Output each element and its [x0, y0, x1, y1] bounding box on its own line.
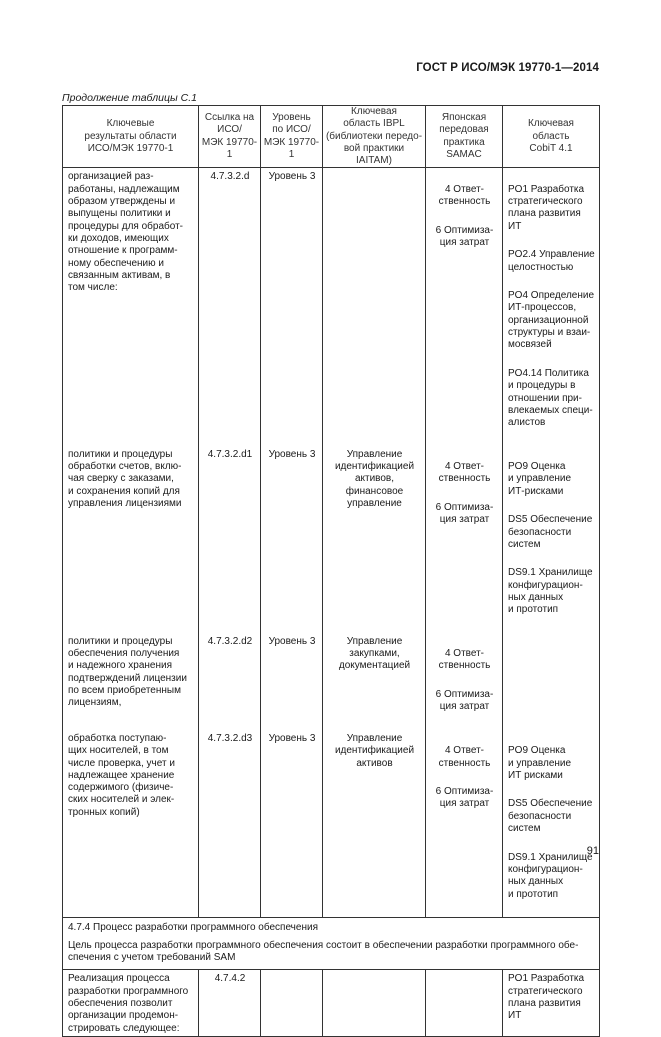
row-result-text: организацией раз- работаны, надлежащим образом утверждены и выпущены политики и процедуры для обработ- ки доходов, имеющих отношение к программ- ному обеспечению и связанным активам, в том числе: — [68, 171, 183, 294]
row-samac-item: 4 Ответ- ственность — [438, 183, 491, 208]
row-samac-item: 4 Ответ- ственность — [438, 461, 491, 485]
row-samac-item: 6 Оптимиза- ция затрат — [435, 786, 494, 810]
row-ibpl — [323, 168, 425, 171]
row-result-text: политики и процедуры обработки счетов, вклю- чая сверку с заказами, и сохранения копий для управления лицензиями — [68, 448, 182, 509]
row-result-text: Реализация процесса разработки программного обеспечения позволит организации продемон- стрировать следующее: — [68, 973, 189, 1034]
table-row — [63, 168, 600, 446]
row-cobit-item: PO9 Оценка и управление ИТ рисками — [508, 745, 572, 781]
table-row — [63, 730, 600, 918]
row-ibpl: Управление закупками, документацией — [338, 635, 411, 672]
row-cobit-item: PO2.4 Управление целостностью — [508, 249, 595, 273]
row-reference: 4.7.3.2.d — [210, 171, 250, 183]
table-row — [63, 633, 600, 730]
row-reference: 4.7.4.2 — [214, 973, 246, 985]
column-header-reference: Ссылка на ИСО/ МЭК 19770-1 — [199, 106, 261, 168]
section-goal: Цель процесса разработки программного обеспечения состоит в обеспечении разработки программного обе- спечения с учетом требований SAM — [68, 939, 579, 963]
row-samac-item: 6 Оптимиза- ция затрат — [435, 224, 494, 248]
table-caption: Продолжение таблицы С.1 — [62, 92, 197, 104]
column-header-samac: Японская передовая практика SAMAC — [426, 106, 503, 168]
row-cobit-item: DS9.1 Хранилище конфигурацион- ных данных и прототип — [508, 567, 593, 616]
row-samac-item: 6 Оптимиза- ция затрат — [435, 689, 494, 713]
row-result-text: обработка поступаю- щих носителей, в том числе проверка, учет и надлежащее хранение содержимого (физиче- ских носителей и элек- тронных копий) — [68, 732, 175, 818]
row-reference: 4.7.3.2.d2 — [207, 635, 253, 647]
row-ibpl — [323, 970, 425, 973]
table-row — [63, 446, 600, 633]
column-header-level: Уровень по ИСО/ МЭК 19770-1 — [261, 106, 323, 168]
column-header-results: Ключевые результаты области ИСО/МЭК 19770-1 — [63, 106, 199, 168]
row-level: Уровень 3 — [268, 635, 316, 647]
row-level: Уровень 3 — [268, 448, 316, 460]
column-header-cobit: Ключевая область CobiT 4.1 — [503, 106, 600, 168]
page-number: 91 — [586, 845, 599, 857]
row-cobit-item: PO1 Разработка стратегического плана развития ИТ — [508, 183, 585, 232]
mapping-table — [62, 105, 600, 1037]
table-row — [63, 970, 600, 1037]
row-samac-item: 4 Ответ- ственность — [438, 648, 491, 672]
row-cobit-item: PO4.14 Политика и процедуры в отношении при- влекаемых специ- алистов — [508, 367, 593, 429]
row-cobit-item: DS5 Обеспечение безопасности систем — [508, 798, 593, 835]
row-result-text: политики и процедуры обеспечения получения и надежного хранения подтверждений лицензии по всем приобретенным лицензиям, — [68, 635, 187, 709]
section-title: 4.7.4 Процесс разработки программного обеспечения — [68, 922, 318, 934]
row-cobit-item: PO1 Разработка стратегического плана развития ИТ — [508, 973, 585, 1022]
section-row — [63, 918, 600, 970]
document-header: ГОСТ Р ИСО/МЭК 19770-1—2014 — [416, 62, 599, 74]
row-level: Уровень 3 — [268, 171, 316, 183]
row-ibpl: Управление идентификацией активов — [334, 732, 415, 769]
row-reference: 4.7.3.2.d3 — [207, 732, 253, 744]
table-header-row — [63, 106, 600, 168]
row-samac-item: 6 Оптимиза- ция затрат — [435, 501, 494, 526]
row-cobit-item: PO4 Определение ИТ-процессов, организационной структуры и взаи- мосвязей — [508, 290, 595, 351]
row-level: Уровень 3 — [268, 732, 316, 744]
row-cobit-item: DS9.1 Хранилище конфигурацион- ных данных и прототип — [508, 851, 593, 900]
row-level — [261, 970, 322, 973]
row-samac-item — [426, 970, 502, 973]
row-cobit-item: PO9 Оценка и управление ИТ-рисками — [508, 461, 572, 497]
row-samac-item: 4 Ответ- ственность — [438, 745, 491, 769]
row-ibpl: Управление идентификацией активов, финансовое управление — [334, 448, 415, 509]
row-reference: 4.7.3.2.d1 — [207, 448, 253, 460]
column-header-ibpl: Ключевая область IBPL (библиотеки передо- вой практики IAITAM) — [323, 106, 426, 168]
row-cobit-item: DS5 Обеспечение безопасности систем — [508, 514, 593, 550]
